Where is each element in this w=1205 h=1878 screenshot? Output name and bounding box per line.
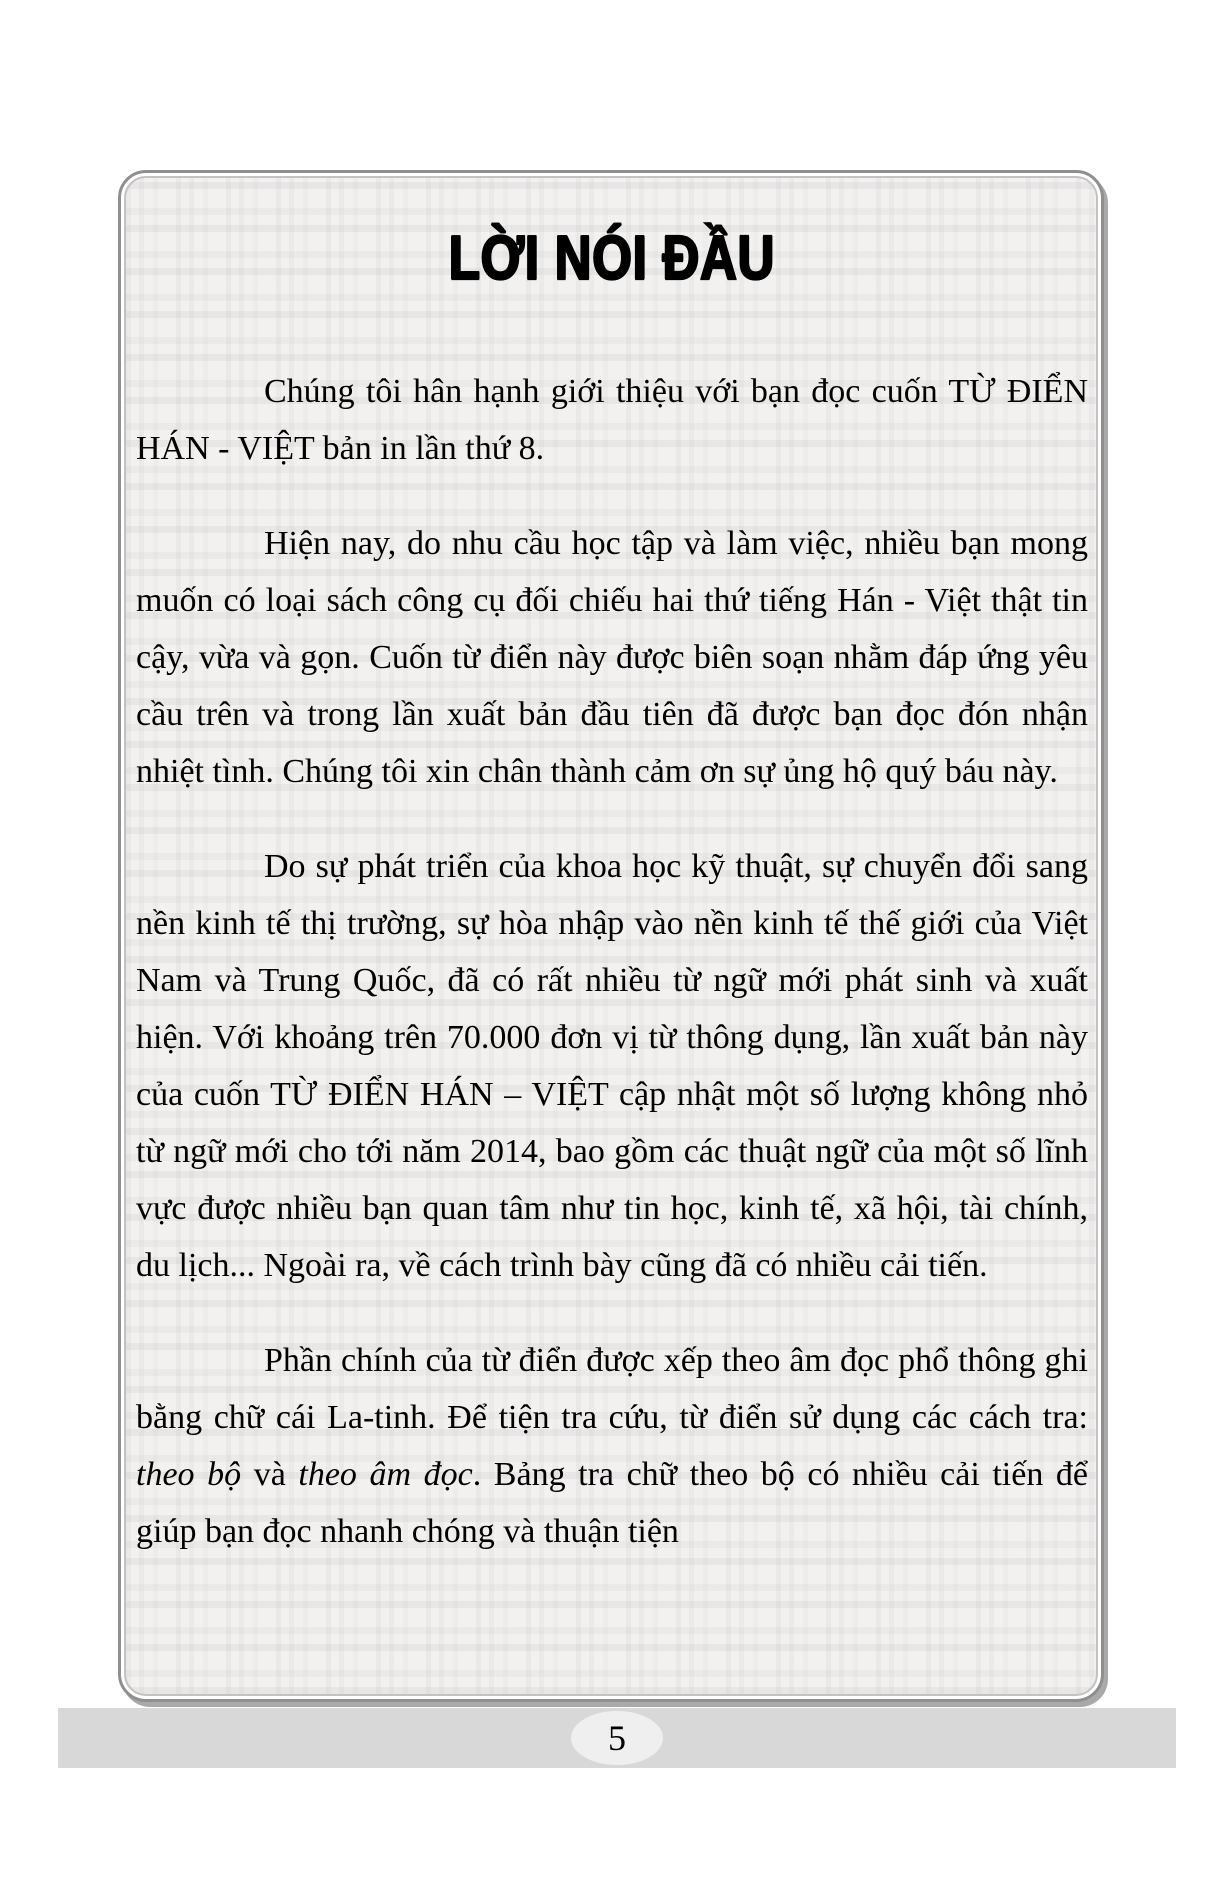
body-paragraph-2: Hiện nay, do nhu cầu học tập và làm việc, nhiều bạn mong muốn có loại sách công cụ đối chiếu hai thứ tiếng Hán - Việt thật tin cậy, vừa và gọn. Cuốn từ điển này được biên soạn nhằm đáp ứng yêu cầu trên và trong lần xuất bản đầu tiên đã được bạn đọc đón nhận nhiệt tình. Chúng tôi xin chân thành cảm ơn sự ủng hộ quý báu này. <box>136 525 1088 790</box>
page-frame-inner <box>124 176 1098 1696</box>
page-frame <box>118 170 1104 1702</box>
page-content <box>126 178 1096 1694</box>
page-number: 5 <box>608 1718 626 1758</box>
page-title-text: LỜI NÓI ĐẦU <box>448 224 776 293</box>
body-paragraph-1: Chúng tôi hân hạnh giới thiệu với bạn đọc cuốn TỪ ĐIỂN HÁN - VIỆT bản in lần thứ 8. <box>136 373 1088 467</box>
page-number-badge <box>571 1711 663 1765</box>
page-title <box>136 220 1088 298</box>
footer-bar <box>58 1708 1176 1768</box>
body-paragraph-3: Do sự phát triển của khoa học kỹ thuật, sự chuyển đổi sang nền kinh tế thị trường, sự hòa nhập vào nền kinh tế thế giới của Việt Nam và Trung Quốc, đã có rất nhiều từ ngữ mới phát sinh và xuất hiện. Với khoảng trên 70.000 đơn vị từ thông dụng, lần xuất bản này của cuốn TỪ ĐIỂN HÁN – VIỆT cập nhật một số lượng không nhỏ từ ngữ mới cho tới năm 2014, bao gồm các thuật ngữ của một số lĩnh vực được nhiều bạn quan tâm như tin học, kinh tế, xã hội, tài chính, du lịch... Ngoài ra, về cách trình bày cũng đã có nhiều cải tiến. <box>136 848 1088 1284</box>
body-paragraph-4: Phần chính của từ điển được xếp theo âm đọc phổ thông ghi bằng chữ cái La-tinh. Để tiện tra cứu, từ điển sử dụng các cách tra: theo bộ và theo âm đọc. Bảng tra chữ theo bộ có nhiều cải tiến để giúp bạn đọc nhanh chóng và thuận tiện <box>136 1342 1089 1550</box>
